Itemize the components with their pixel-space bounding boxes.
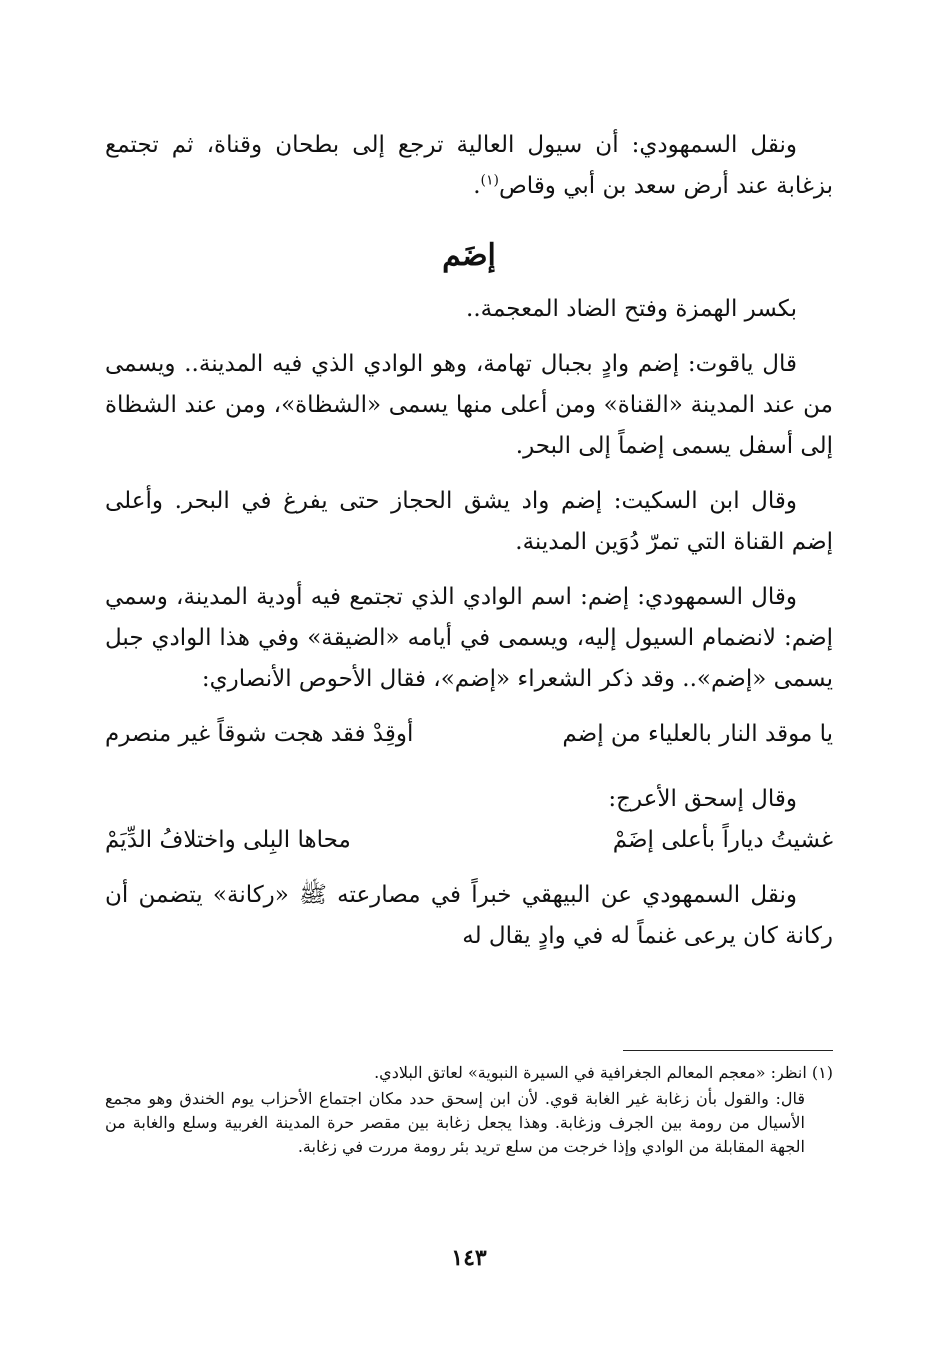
section-heading: إضَم — [442, 238, 496, 273]
paragraph-2: قال ياقوت: إضم وادٍ بجبال تهامة، وهو الوادي الذي فيه المدينة.. ويسمى من عند المدينة «القناة» ومن أعلى منها يسمى «الشظاة»، ومن عند الشظاة إلى أسفل يسمى إضماً إلى البحر. — [105, 351, 833, 459]
verse-2-first-hemistich: غشيتُ دياراً بأعلى إضَمْ — [612, 827, 833, 853]
footnote-rule — [623, 1050, 833, 1051]
footnotes — [105, 1050, 833, 1161]
footnote-1-continuation: قال: والقول بأن زغابة غير الغابة قوي. لأن ابن إسحق حدد مكان اجتماع الأحزاب يوم الخندق وهو مجمع الأسيال من رومة بين الجرف وزغابة. وهذا يجعل زغابة بين مقصر حرة المدينة الغربية وسلع والغابة من الجهة المقابلة من الوادي وإذا خرجت من سلع تريد بئر رومة مررت في زغابة. — [105, 1089, 805, 1156]
page-number: ١٤٣ — [451, 1245, 487, 1271]
paragraph-3: وقال ابن السكيت: إضم واد يشق الحجاز حتى يفرغ في البحر. وأعلى إضم القناة التي تمرّ دُوَين المدينة. — [105, 488, 833, 555]
verse-1-second-hemistich: أوقِدْ فقد هجت شوقاً غير منصرم — [105, 721, 414, 747]
footnote-ref: (١) — [480, 172, 499, 189]
verse-2 — [105, 820, 833, 861]
intro-paragraph — [105, 125, 833, 207]
intro-text: ونقل السمهودي: أن سيول العالية ترجع إلى بطحان وقناة، ثم تجتمع بزغابة عند أرض سعد بن أبي وقاص — [105, 132, 833, 199]
paragraph-1: بكسر الهمزة وفتح الضاد المعجمة.. — [466, 296, 797, 322]
paragraph-4: وقال السمهودي: إضم: اسم الوادي الذي تجتمع فيه أودية المدينة، وسمي إضم: لانضمام السيول إليه، ويسمى في أيامه «الضيقة» وفي هذا الوادي جبل يسمى «إضم».. وقد ذكر الشعراء «إضم»، فقال الأحوص الأنصاري: — [105, 584, 833, 692]
verse-2-intro: وقال إسحق الأعرج: — [608, 786, 797, 812]
footnote-1: (١) انظر: «معجم المعالم الجغرافية في السيرة النبوية» لعاتق البلادي. — [374, 1063, 833, 1082]
main-text — [105, 125, 833, 971]
paragraph-last: ونقل السمهودي عن البيهقي خبراً في مصارعته ﷺ «ركانة» يتضمن أن ركانة كان يرعى غنماً له في وادٍ يقال له — [105, 882, 833, 949]
verse-1 — [105, 714, 833, 755]
verse-1-first-hemistich: يا موقد النار بالعلياء من إضم — [562, 721, 833, 747]
verse-2-second-hemistich: محاها البِلى واختلافُ الدِّيَمْ — [105, 827, 351, 853]
intro-end: . — [473, 173, 481, 199]
